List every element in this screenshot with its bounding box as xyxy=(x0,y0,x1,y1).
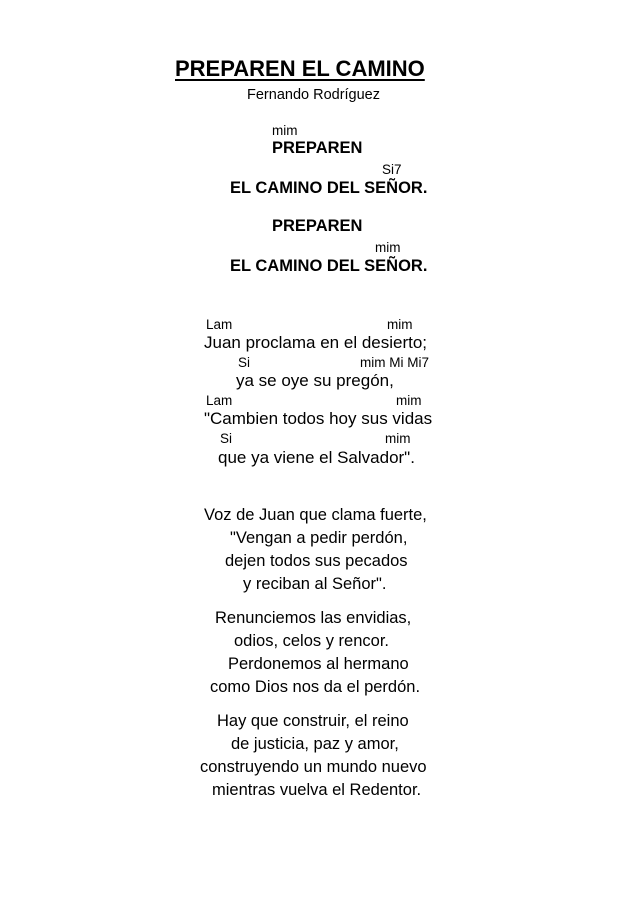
chorus-line-3: PREPAREN xyxy=(272,217,363,235)
verse3-line-4: como Dios nos da el perdón. xyxy=(210,678,421,696)
chord-verse1-3b: mim xyxy=(396,393,422,408)
verse3-line-3: Perdonemos al hermano xyxy=(228,655,409,673)
chorus-line-4: EL CAMINO DEL SEÑOR. xyxy=(230,257,428,275)
verse2-line-2: "Vengan a pedir perdón, xyxy=(230,529,408,547)
chorus-line-2: EL CAMINO DEL SEÑOR. xyxy=(230,179,428,197)
verse4-line-3: construyendo un mundo nuevo xyxy=(200,758,427,776)
verse3-line-2: odios, celos y rencor. xyxy=(234,632,389,650)
song-title: PREPAREN EL CAMINO xyxy=(175,56,425,81)
chorus-line-1: PREPAREN xyxy=(272,139,363,157)
chord-verse1-4b: mim xyxy=(385,431,411,446)
chord-verse1-1a: Lam xyxy=(206,317,233,332)
verse1-line-2: ya se oye su pregón, xyxy=(236,371,394,390)
chord-verse1-1b: mim xyxy=(387,317,413,332)
chord-verse1-4a: Si xyxy=(220,431,233,446)
verse2-line-4: y reciban al Señor". xyxy=(243,575,387,593)
verse2-line-3: dejen todos sus pecados xyxy=(225,552,408,570)
chord-verse1-3a: Lam xyxy=(206,393,233,408)
verse2-line-1: Voz de Juan que clama fuerte, xyxy=(204,506,427,524)
chord-chorus-3: mim xyxy=(375,240,401,255)
chord-verse1-2b: mim Mi Mi7 xyxy=(360,355,429,370)
chord-verse1-2a: Si xyxy=(238,355,251,370)
verse4-line-1: Hay que construir, el reino xyxy=(217,712,409,730)
song-author: Fernando Rodríguez xyxy=(247,87,380,103)
verse1-line-3: "Cambien todos hoy sus vidas xyxy=(204,409,433,428)
verse4-line-2: de justicia, paz y amor, xyxy=(231,735,399,753)
verse3-line-1: Renunciemos las envidias, xyxy=(215,609,412,627)
chord-chorus-2: Si7 xyxy=(382,162,402,177)
verse4-line-4: mientras vuelva el Redentor. xyxy=(212,781,422,799)
chord-chorus-1: mim xyxy=(272,123,298,138)
verse1-line-1: Juan proclama en el desierto; xyxy=(204,333,428,352)
verse1-line-4: que ya viene el Salvador". xyxy=(218,448,415,467)
